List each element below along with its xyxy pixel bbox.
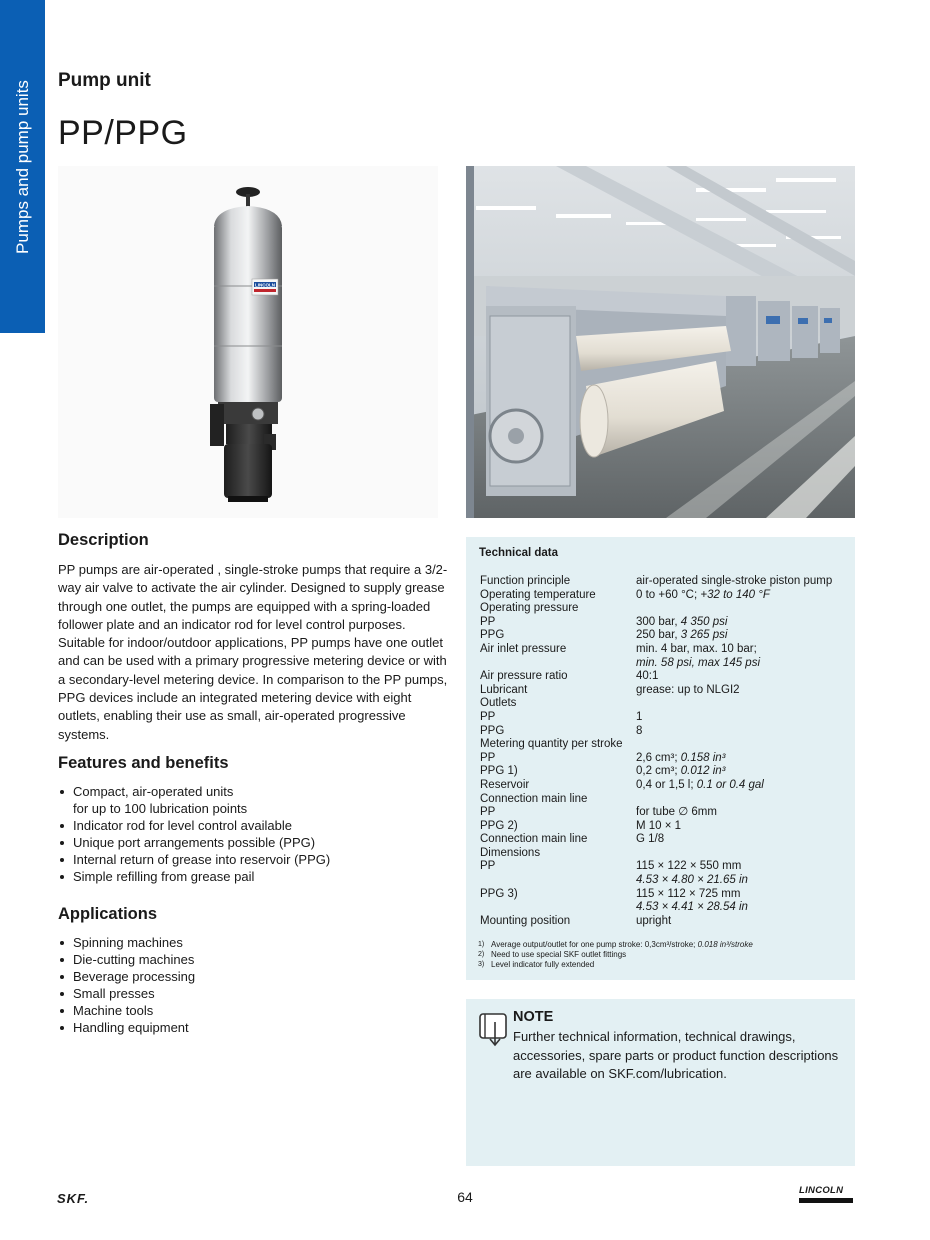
skf-logo: SKF.: [57, 1191, 90, 1206]
lincoln-logo: LINCOLN: [799, 1185, 853, 1204]
side-tab-label: Pumps and pump units: [12, 79, 32, 254]
tech-row: [480, 806, 850, 820]
tech-row: [480, 697, 850, 711]
description-heading: Description: [58, 531, 149, 549]
tech-row: [480, 820, 850, 834]
list-item: Die-cutting machines: [58, 951, 195, 968]
tech-row: [480, 670, 850, 684]
tech-row: [480, 874, 850, 888]
footnote: 2) Need to use special SKF outlet fittings: [478, 950, 627, 960]
tech-label: Metering quantity per stroke: [480, 738, 623, 751]
tech-label: Function principle: [480, 575, 571, 587]
features-heading: Features and benefits: [58, 754, 229, 772]
tech-value: M 10 × 1: [636, 819, 682, 832]
footnote: 3) Level indicator fully extended: [478, 960, 595, 970]
tech-value: [636, 602, 850, 616]
technical-data-panel: [466, 537, 855, 980]
note-text: Further technical information, technical drawings, accessories, spare parts or product function descriptions are available on SKF.com/lubrication.: [513, 1029, 839, 1081]
section-side-tab: [0, 0, 45, 333]
tech-row: [480, 738, 850, 752]
tech-value: grease: up to NLGI2: [636, 683, 740, 696]
tech-row: [480, 643, 850, 657]
list-item: Handling equipment: [58, 1019, 195, 1036]
tech-row: [480, 860, 850, 874]
tech-row: [480, 793, 850, 807]
features-list: [58, 783, 330, 885]
tech-value: 40:1: [636, 670, 659, 683]
tech-label: PPG 2): [480, 819, 518, 832]
footnote: 1) Average output/outlet for one pump stroke: 0,3cm³/stroke; 0.018 in³/stroke: [478, 940, 753, 949]
tech-label: Operating pressure: [480, 602, 579, 615]
tech-label: Mounting position: [480, 914, 571, 927]
tech-row: [480, 847, 850, 861]
tech-value: [636, 697, 850, 711]
list-item: Simple refilling from grease pail: [58, 868, 330, 885]
tech-value: 1: [636, 710, 643, 723]
tech-label: PP: [480, 860, 496, 873]
tech-value: for tube ∅ 6mm: [636, 806, 717, 819]
tech-label: PPG 3): [480, 887, 518, 900]
tech-label: [480, 901, 636, 915]
book-icon: [479, 1012, 509, 1048]
tech-label: PPG: [480, 629, 505, 642]
note-panel: [466, 999, 855, 1166]
tech-label: PP: [480, 806, 496, 819]
tech-label: PP: [480, 751, 496, 764]
list-item: Unique port arrangements possible (PPG): [58, 834, 330, 851]
tech-label: Air pressure ratio: [480, 670, 568, 683]
list-item: Machine tools: [58, 1002, 195, 1019]
page-number: 64: [457, 1189, 473, 1205]
description-text: PP pumps are air-operated , single-stroke pumps that require a 3/2-way air valve to activate the air cylinder. Designed to supply grease through one outlet, the pumps are equipped with a spring-loaded follower plate and an indicator rod for level control purposes. Suitable for indoor/outdoor applications, PP pumps have one outlet and can be used with a primary progressive metering device or with a secondary-level metering device. In comparison to the PP pumps, PPG devices include an integrated metering device with eight outlets, enabling their use as small, air-operated progressive systems.: [58, 562, 448, 742]
tech-label: Air inlet pressure: [480, 642, 567, 655]
tech-value: 115 × 122 × 550 mm: [636, 860, 742, 873]
tech-value: 0,4 or 1,5 l; 0.1 or 0.4 gal: [636, 778, 764, 791]
tech-label: PPG 1): [480, 765, 518, 778]
tech-value: min. 58 psi, max 145 psi: [636, 656, 761, 669]
tech-row: [480, 711, 850, 725]
tech-value: 4.53 × 4.80 × 21.65 in: [636, 874, 748, 887]
list-item: Small presses: [58, 985, 195, 1002]
list-item: Beverage processing: [58, 968, 195, 985]
tech-value: min. 4 bar, max. 10 bar;: [636, 642, 757, 655]
tech-row: [480, 765, 850, 779]
tech-label: Dimensions: [480, 846, 541, 859]
page-subtitle: Pump unit: [58, 70, 151, 91]
list-item: Compact, air-operated units for up to 100 lubrication points: [58, 783, 330, 817]
tech-row: [480, 589, 850, 603]
tech-label: Lubricant: [480, 683, 528, 696]
tech-value: 115 × 112 × 725 mm: [636, 887, 741, 900]
tech-value: 4.53 × 4.41 × 28.54 in: [636, 901, 748, 914]
tech-value: 2,6 cm³; 0.158 in³: [636, 751, 726, 764]
tech-row: [480, 602, 850, 616]
tech-value: [636, 793, 850, 807]
tech-label: Connection main line: [480, 833, 588, 846]
tech-value: [636, 847, 850, 861]
applications-list: [58, 934, 195, 1036]
tech-label: Connection main line: [480, 792, 588, 805]
tech-row: [480, 833, 850, 847]
tech-row: [480, 657, 850, 671]
tech-label: PP: [480, 710, 496, 723]
tech-value: air-operated single-stroke piston pump: [636, 575, 833, 587]
tech-row: [480, 888, 850, 902]
list-item: Spinning machines: [58, 934, 195, 951]
tech-value: 0,2 cm³; 0.012 in³: [636, 765, 726, 778]
tech-value: [636, 738, 850, 752]
technical-data-title: Technical data: [479, 547, 559, 559]
list-item: Internal return of grease into reservoir (PPG): [58, 851, 330, 868]
technical-footnotes: [478, 940, 753, 971]
tech-label: Outlets: [480, 697, 517, 710]
textile-factory-image: [466, 166, 855, 518]
technical-data-table: [480, 575, 850, 928]
page-title: PP/PPG: [58, 114, 188, 152]
tech-row: [480, 684, 850, 698]
tech-label: PP: [480, 615, 496, 628]
tech-row: [480, 915, 850, 929]
tech-row: [480, 616, 850, 630]
tech-value: 250 bar, 3 265 psi: [636, 629, 728, 642]
tech-row: [480, 901, 850, 915]
tech-value: 300 bar, 4 350 psi: [636, 615, 728, 628]
list-item: Indicator rod for level control available: [58, 817, 330, 834]
note-title: NOTE: [513, 1009, 554, 1025]
pump-brand-label: LINCOLN: [255, 282, 275, 288]
tech-row: [480, 629, 850, 643]
tech-row: [480, 575, 850, 589]
tech-label: PPG: [480, 724, 505, 737]
tech-label: Operating temperature: [480, 588, 596, 601]
pump-product-image: [58, 166, 438, 518]
tech-value: G 1/8: [636, 833, 665, 846]
tech-label: [480, 874, 636, 888]
tech-row: [480, 752, 850, 766]
tech-row: [480, 779, 850, 793]
tech-label: Reservoir: [480, 778, 530, 791]
tech-value: 8: [636, 724, 643, 737]
tech-row: [480, 725, 850, 739]
tech-value: upright: [636, 914, 672, 927]
applications-heading: Applications: [58, 905, 158, 923]
tech-label: [480, 657, 636, 671]
tech-value: 0 to +60 °C; +32 to 140 °F: [636, 588, 770, 601]
